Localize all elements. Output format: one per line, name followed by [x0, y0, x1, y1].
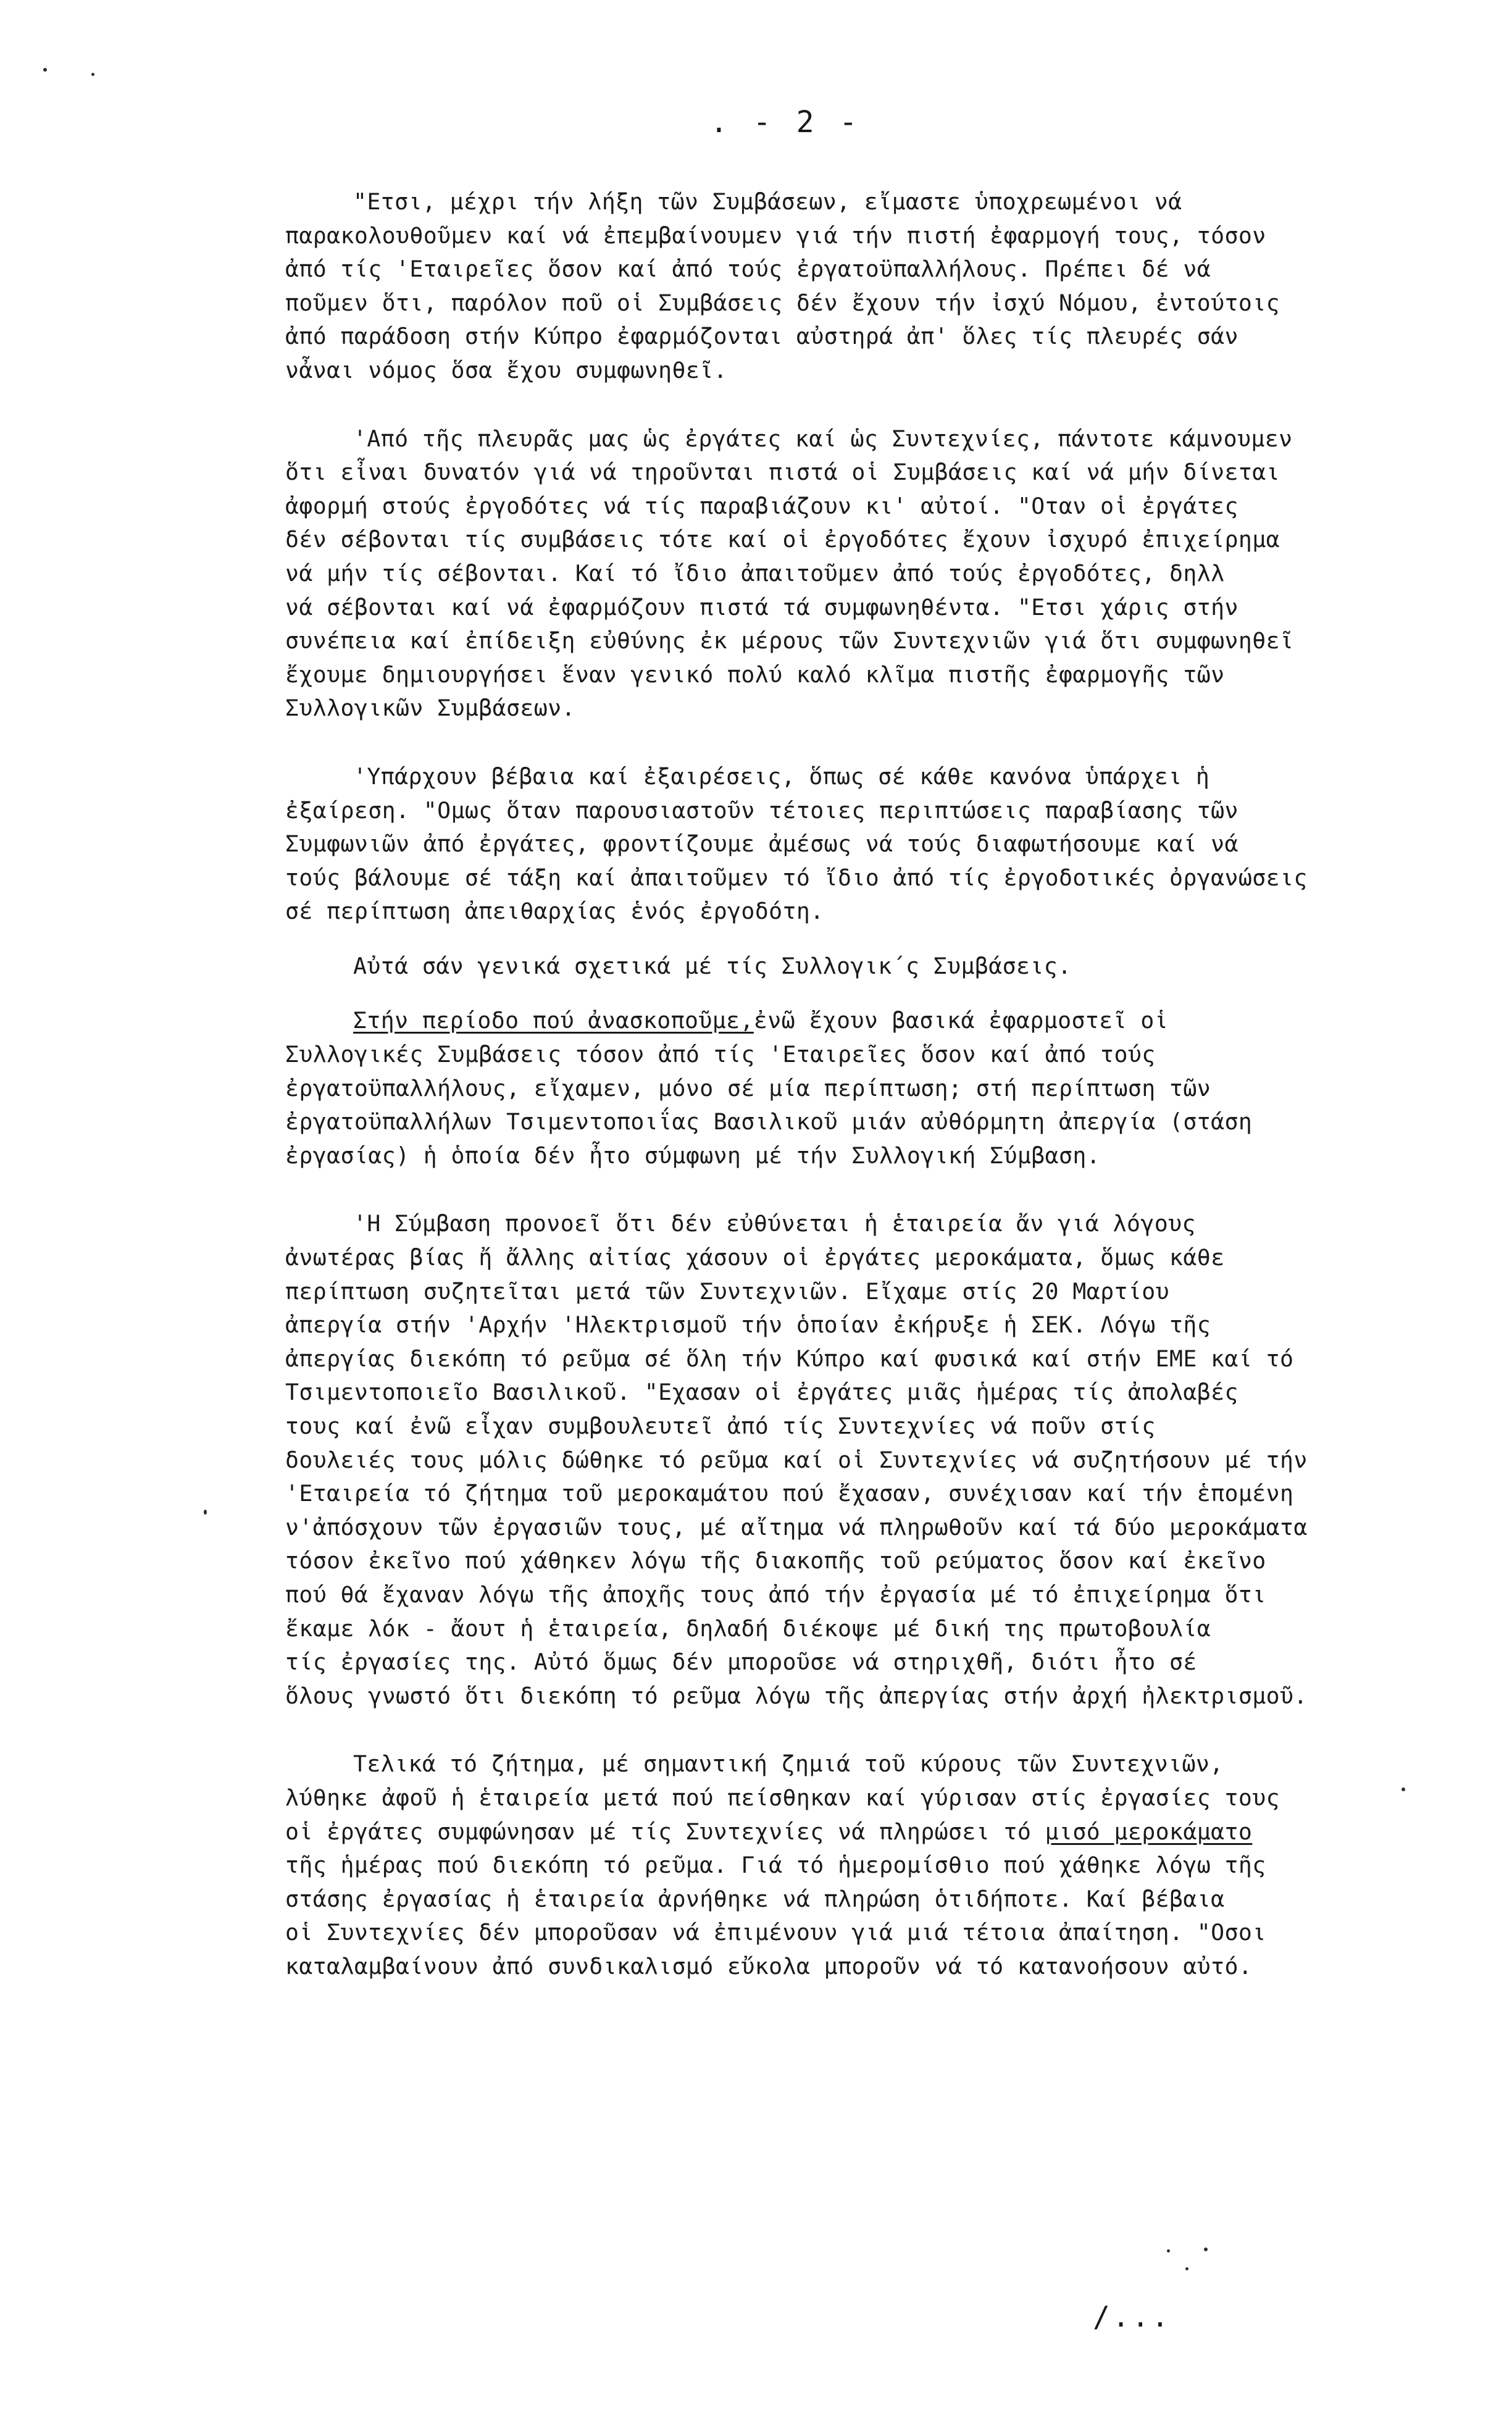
scan-speck — [204, 1510, 207, 1515]
underlined-phrase: μισό μεροκάματο — [1045, 1818, 1253, 1845]
text-line: περίπτωση συζητεῖται μετά τῶν Συντεχνιῶν. Εἴχαμε στίς 20 Μαρτίου — [285, 1278, 1169, 1305]
text-line: 'Από τῆς πλευρᾶς μας ὡς ἐργάτες καί ὡς Συντεχνίες, πάντοτε κάμνουμεν — [353, 425, 1293, 452]
text-line: ἀφορμή στούς ἐργοδότες νά τίς παραβιάζουν κι' αὐτοί. "Οταν οἱ ἐργάτες — [285, 492, 1238, 519]
text-line: "Ετσι, μέχρι τήν λήξη τῶν Συμβάσεων, εἴμαστε ὑποχρεωμένοι νά — [353, 188, 1182, 215]
text-line: τούς βάλουμε σέ τάξη καί ἀπαιτοῦμεν τό ἴδιο ἀπό τίς ἐργοδοτικές ὀργανώσεις — [285, 864, 1308, 891]
text-line: 'Υπάρχουν βέβαια καί ἐξαιρέσεις, ὅπως σέ κάθε κανόνα ὑπάρχει ἡ — [353, 763, 1210, 790]
scan-speck — [1401, 1788, 1405, 1791]
continuation-mark: /... — [1093, 2300, 1171, 2333]
scan-speck — [91, 73, 94, 76]
text-fragment: ἐνῶ ἔχουν βασικά ἐφαρμοστεῖ οἱ — [753, 1007, 1169, 1034]
page-number: . - 2 - — [710, 105, 861, 140]
underlined-phrase: Στήν περίοδο πού ἀνασκοποῦμε, — [353, 1007, 754, 1034]
text-line: τόσον ἐκεῖνο πού χάθηκεν λόγω τῆς διακοπῆς τοῦ ρεύματος ὅσον καί ἐκεῖνο — [285, 1547, 1266, 1575]
text-line: Συλλογικῶν Συμβάσεων. — [285, 695, 575, 722]
text-line: ἔκαμε λόκ - ἄουτ ἡ ἑταιρεία, δηλαδή διέκοψε μέ δική της πρωτοβουλία — [285, 1615, 1211, 1642]
text-line: λύθηκε ἀφοῦ ἡ ἑταιρεία μετά πού πείσθηκαν καί γύρισαν στίς ἐργασίες τους — [285, 1784, 1280, 1811]
text-line: πού θά ἔχαναν λόγω τῆς ἀποχῆς τους ἀπό τήν ἐργασία μέ τό ἐπιχείρημα ὅτι — [285, 1581, 1266, 1608]
text-line: ἀπό τίς 'Εταιρεῖες ὅσον καί ἀπό τούς ἐργατοϋπαλλήλους. Πρέπει δέ νά — [285, 256, 1211, 283]
text-line: δέν σέβονται τίς συμβάσεις τότε καί οἱ ἐργοδότες ἔχουν ἰσχυρό ἐπιχείρημα — [285, 526, 1280, 553]
scan-speck — [43, 68, 47, 72]
paragraph-5 — [285, 1004, 1427, 1173]
text-line: ν'ἀπόσχουν τῶν ἐργασιῶν τους, μέ αἴτημα νά πληρωθοῦν καί τά δύο μεροκάματα — [285, 1513, 1308, 1541]
text-line: καταλαμβαίνουν ἀπό συνδικαλισμό εὔκολα μποροῦν νά τό κατανοήσουν αὐτό. — [285, 1952, 1253, 1980]
text-line: συνέπεια καί ἐπίδειξη εὐθύνης ἐκ μέρους τῶν Συντεχνιῶν γιά ὅτι συμφωνηθεῖ — [285, 627, 1294, 654]
text-line — [285, 1004, 1427, 1038]
text-line: τους καί ἐνῶ εἶχαν συμβουλευτεῖ ἀπό τίς Συντεχνίες νά ποῦν στίς — [285, 1413, 1156, 1439]
body-text — [285, 185, 1427, 2018]
text-line: Αὐτά σάν γενικά σχετικά μέ τίς Συλλογικ΄ς Συμβάσεις. — [353, 952, 1072, 979]
text-line: τίς ἐργασίες της. Αὐτό ὅμως δέν μποροῦσε νά στηριχθῆ, διότι ἦτο σέ — [285, 1649, 1197, 1676]
text-line: ὅλους γνωστό ὅτι διεκόπη τό ρεῦμα λόγω τῆς ἀπεργίας στήν ἀρχή ἠλεκτρισμοῦ. — [285, 1682, 1308, 1709]
paragraph-4 — [285, 950, 1427, 984]
paragraph-6 — [285, 1207, 1427, 1713]
paragraph-7 — [285, 1747, 1427, 1983]
text-line: Τσιμεντοποιεῖο Βασιλικοῦ. "Εχασαν οἱ ἐργάτες μιᾶς ἡμέρας τίς ἀπολαβές — [285, 1379, 1238, 1406]
text-line: 'Η Σύμβαση προνοεῖ ὅτι δέν εὐθύνεται ἡ ἑταιρεία ἄν γιά λόγους — [353, 1210, 1196, 1237]
text-line: ἐργασίας) ἡ ὁποία δέν ἦτο σύμφωνη μέ τήν Συλλογική Σύμβαση. — [285, 1142, 1101, 1169]
paragraph-1 — [285, 185, 1427, 388]
text-line: ἀπό παράδοση στήν Κύπρο ἐφαρμόζονται αὐστηρά ἀπ' ὅλες τίς πλευρές σάν — [285, 323, 1238, 350]
text-line: 'Εταιρεία τό ζήτημα τοῦ μεροκαμάτου πού ἔχασαν, συνέχισαν καί τήν ἑπομένη — [285, 1480, 1294, 1507]
text-line: ἐργατοϋπαλλήλων Τσιμεντοποιΐας Βασιλικοῦ μιάν αὐθόρμητη ἀπεργία (στάση — [285, 1108, 1253, 1135]
text-line: στάσης ἐργασίας ἡ ἑταιρεία ἀρνήθηκε νά πληρώση ὁτιδήποτε. Καί βέβαια — [285, 1885, 1225, 1912]
text-line: Συμφωνιῶν ἀπό ἐργάτες, φροντίζουμε ἀμέσως νά τούς διαφωτήσουμε καί νά — [285, 830, 1238, 858]
text-line: δουλειές τους μόλις δώθηκε τό ρεῦμα καί οἱ Συντεχνίες νά συζητήσουν μέ τήν — [285, 1446, 1308, 1473]
scan-speck — [1167, 2249, 1170, 2252]
text-fragment: οἱ ἐργάτες συμφώνησαν μέ τίς Συντεχνίες νά πληρώσει τό — [285, 1818, 1045, 1845]
text-line: σέ περίπτωση ἀπειθαρχίας ἑνός ἐργοδότη. — [285, 898, 824, 925]
text-line: ἀπεργία στήν 'Αρχήν 'Ηλεκτρισμοῦ τήν ὁποίαν ἐκήρυξε ἡ ΣΕΚ. Λόγω τῆς — [285, 1311, 1211, 1339]
text-line: ἀπεργίας διεκόπη τό ρεῦμα σέ ὅλη τήν Κύπρο καί φυσικά καί στήν ΕΜΕ καί τό — [285, 1345, 1294, 1372]
text-line: παρακολουθοῦμεν καί νά ἐπεμβαίνουμεν γιά τήν πιστή ἐφαρμογή τους, τόσον — [285, 222, 1266, 249]
scan-speck — [1185, 2267, 1188, 2270]
text-line: Συλλογικές Συμβάσεις τόσον ἀπό τίς 'Εταιρεῖες ὅσον καί ἀπό τούς — [285, 1041, 1156, 1068]
text-line: νά σέβονται καί νά ἐφαρμόζουν πιστά τά συμφωνηθέντα. "Ετσι χάρις στήν — [285, 593, 1238, 621]
text-line — [285, 1815, 1427, 1849]
text-line: ποῦμεν ὅτι, παρόλον ποῦ οἱ Συμβάσεις δέν ἔχουν τήν ἰσχύ Νόμου, ἐντούτοις — [285, 289, 1280, 316]
text-line: ἐργατοϋπαλλήλους, εἴχαμεν, μόνο σέ μία περίπτωση; στή περίπτωση τῶν — [285, 1074, 1211, 1102]
paragraph-3 — [285, 760, 1427, 929]
text-line: ἔχουμε δημιουργήσει ἕναν γενικό πολύ καλό κλῖμα πιστῆς ἐφαρμογῆς τῶν — [285, 661, 1225, 688]
scan-speck — [1204, 2248, 1208, 2251]
text-line: οἱ Συντεχνίες δέν μποροῦσαν νά ἐπιμένουν γιά μιά τέτοια ἀπαίτηση. "Οσοι — [285, 1919, 1266, 1946]
paragraph-2 — [285, 422, 1427, 726]
text-line: τῆς ἡμέρας πού διεκόπη τό ρεῦμα. Γιά τό ἡμερομίσθιο πού χάθηκε λόγω τῆς — [285, 1852, 1266, 1879]
text-line: νά μήν τίς σέβονται. Καί τό ἴδιο ἀπαιτοῦμεν ἀπό τούς ἐργοδότες, δηλλ — [285, 559, 1225, 587]
text-line: νἆναι νόμος ὅσα ἔχου συμφωνηθεῖ. — [285, 356, 727, 383]
text-line: ἐξαίρεση. "Ομως ὅταν παρουσιαστοῦν τέτοιες περιπτώσεις παραβίασης τῶν — [285, 797, 1238, 824]
text-line: ἀνωτέρας βίας ἤ ἄλλης αἰτίας χάσουν οἱ ἐργάτες μεροκάματα, ὅμως κάθε — [285, 1244, 1225, 1271]
text-line: ὅτι εἶναι δυνατόν γιά νά τηροῦνται πιστά οἱ Συμβάσεις καί νά μήν δίνεται — [285, 459, 1280, 486]
text-line: Τελικά τό ζήτημα, μέ σημαντική ζημιά τοῦ κύρους τῶν Συντεχνιῶν, — [353, 1750, 1224, 1778]
